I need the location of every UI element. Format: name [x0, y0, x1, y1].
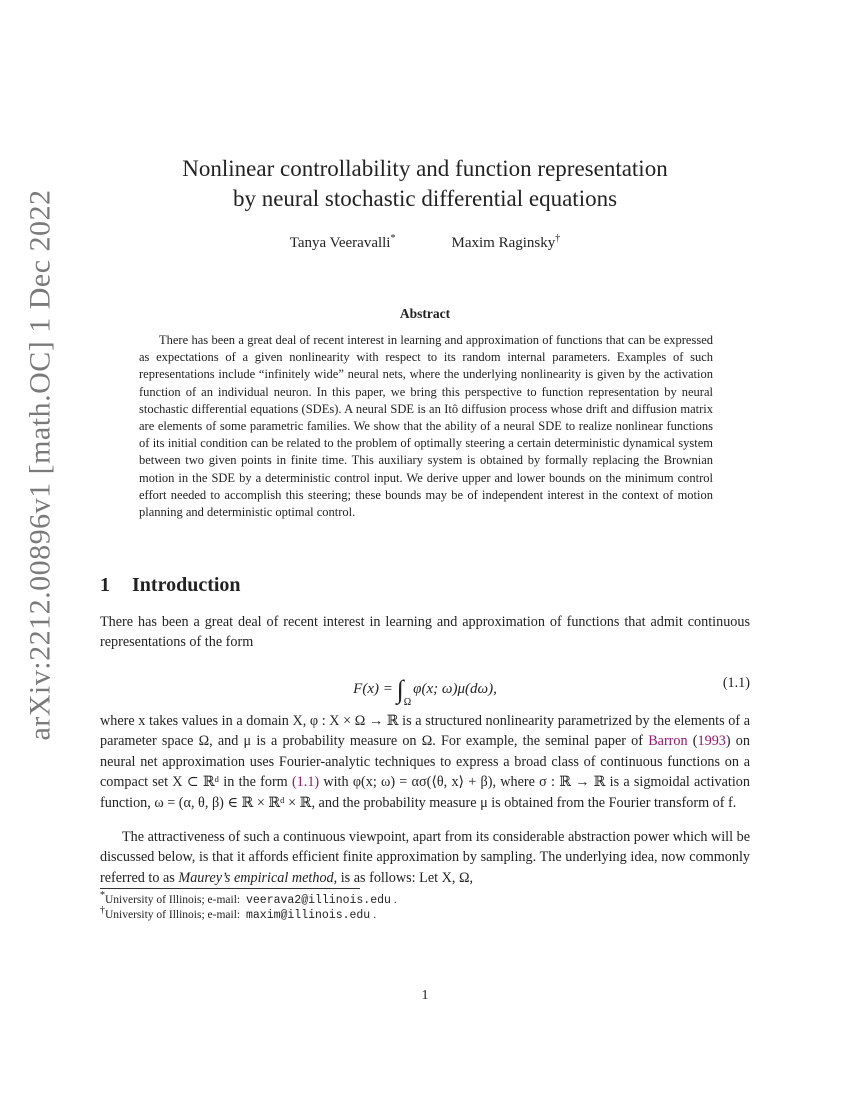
- footnote-1-text: University of Illinois; e-mail:: [105, 894, 243, 906]
- equation-ref-link[interactable]: (1.1): [291, 774, 320, 791]
- footnote-1: [100, 890, 400, 908]
- author-1: [290, 235, 396, 252]
- paragraph-3-emphasis: Maurey’s empirical method: [178, 869, 334, 886]
- citation-year-link[interactable]: 1993: [697, 733, 726, 750]
- section-title: Introduction: [132, 574, 241, 596]
- title-line-1: Nonlinear controllability and function representation: [182, 156, 668, 181]
- arxiv-identifier-text: arXiv:2212.00896v1 [math.OC] 1 Dec 2022: [24, 189, 58, 741]
- abstract-heading: Abstract: [399, 306, 451, 321]
- page-number: 1: [421, 988, 429, 1003]
- integral-sign: ∫: [396, 675, 404, 704]
- paragraph-2-text-b: on neural net approximation uses Fourier-analytic techniques to express a broad class of continuous functions on a compact set X ⊂ ℝᵈ in the form: [100, 733, 750, 791]
- author-2: [451, 235, 560, 252]
- footnote-1-email: veerava2@illinois.edu: [245, 894, 391, 907]
- equation-number: (1.1): [722, 675, 750, 691]
- paragraph-3-text-b: , is as follows: Let X, Ω,: [333, 869, 474, 886]
- title-line-2: by neural stochastic differential equations: [232, 186, 618, 211]
- author-1-footnote-mark: *: [390, 233, 396, 244]
- abstract-text: There has been a great deal of recent interest in learning and approximation of functions that can be expressed as expectations of a given nonlinearity with respect to its random internal parameters. Examples of such representations include “infinitely wide” neural nets, where the underlying nonlinearity is given by the activation function of an individual neuron. In this paper, we bring this perspective to function representation by neural stochastic differential equations (SDEs). A neural SDE is an Itô diffusion process whose drift and diffusion matrix are elements of some parametric families. We show that the ability of a neural SDE to realize nonlinear functions of its initial condition can be related to the problem of optimally steering a certain deterministic dynamical system between two given points in finite time. This auxiliary system is obtained by formally replacing the Brownian motion in the SDE by a deterministic control input. We derive upper and lower bounds on the minimum control effort needed to accomplish this steering; these bounds may be of independent interest in the context of motion planning and deterministic optimal control.: [139, 333, 713, 520]
- paper-title: [100, 154, 750, 214]
- footnote-2-email: maxim@illinois.edu: [245, 909, 371, 922]
- paragraph-2-text-c: with φ(x; ω) = ασ(⟨θ, x⟩ + β), where σ : ℝ → ℝ is a sigmoidal activation function, ω = (α, θ, β) ∈ ℝ × ℝᵈ × ℝ, and the probability measure μ is obtained from the Fourier transform of f.: [100, 774, 750, 811]
- author-2-footnote-mark: †: [555, 233, 561, 244]
- citation-barron-link[interactable]: Barron: [648, 733, 688, 750]
- equation-lhs: F(x) =: [353, 681, 397, 697]
- integral-subscript: Ω: [403, 697, 412, 708]
- footnote-2: [100, 905, 379, 923]
- section-number: 1: [100, 574, 110, 596]
- footnote-1-mark: *: [100, 890, 105, 902]
- footnote-2-end: .: [373, 909, 377, 921]
- author-1-name: Tanya Veeravalli: [289, 235, 391, 251]
- paragraph-2-text-a: where x takes values in a domain X, φ : X × Ω → ℝ is a structured nonlinearity parametrized by the elements of a parameter space Ω, and μ is a probability measure on Ω. For example, the seminal paper of: [100, 713, 750, 750]
- footnote-rule: [100, 888, 360, 889]
- footnote-2-mark: †: [100, 905, 105, 917]
- intro-paragraph-1: There has been a great deal of recent interest in learning and approximation of functions that admit continuous representations of the form: [100, 614, 750, 651]
- footnote-1-end: .: [393, 894, 397, 906]
- arxiv-identifier: [16, 189, 66, 741]
- intro-paragraph-2: where x takes values in a domain X, φ : X × Ω → ℝ is a structured nonlinearity parametrized by the elements of a parameter space Ω, and μ is a probability measure on Ω. For example, the seminal paper of Barron (1993) on neural net approximation uses Fourier-analytic techniques to express a broad class of continuous functions on a compact set X ⊂ ℝᵈ in the form (1.1) with φ(x; ω) = ασ(⟨θ, x⟩ + β), where σ : ℝ → ℝ is a sigmoidal activation function, ω = (α, θ, β) ∈ ℝ × ℝᵈ × ℝ, and the probability measure μ is obtained from the Fourier transform of f.: [100, 713, 750, 811]
- intro-paragraph-3: [100, 827, 750, 888]
- footnote-2-text: University of Illinois; e-mail:: [105, 909, 243, 921]
- paragraph-3-text-a: The attractiveness of such a continuous viewpoint, apart from its considerable abstraction power which will be discussed below, is that it affords efficient finite approximation by sampling. The underlying idea, now commonly referred to as: [100, 829, 751, 886]
- author-2-name: Maxim Raginsky: [451, 235, 556, 251]
- equation-1-1: [100, 666, 750, 706]
- equation-rhs: φ(x; ω)μ(dω),: [413, 681, 497, 697]
- equation-body: [100, 670, 750, 708]
- section-heading: [100, 574, 241, 597]
- author-list: [100, 235, 750, 252]
